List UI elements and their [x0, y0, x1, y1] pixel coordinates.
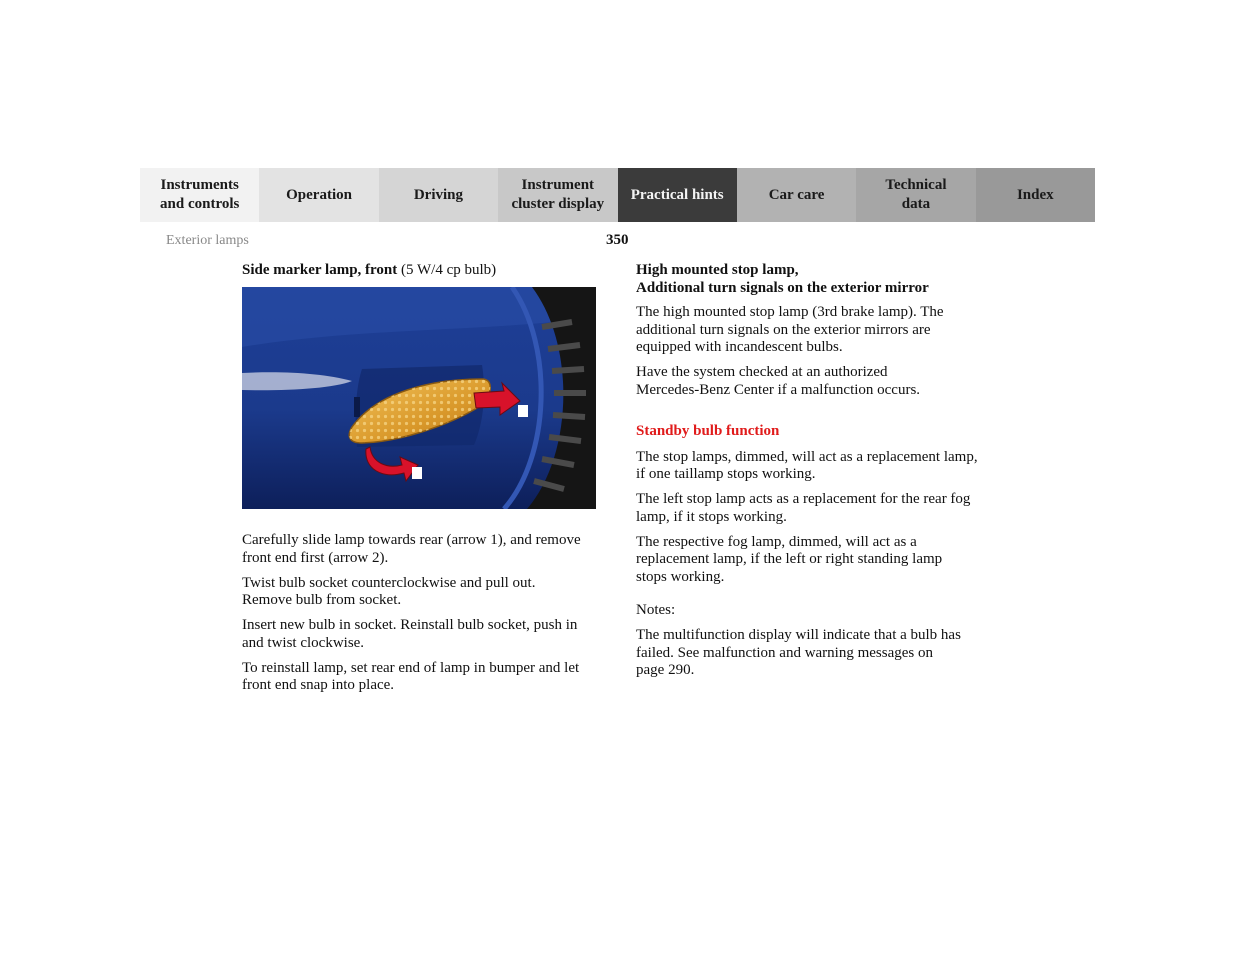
right-paragraph-1: The high mounted stop lamp (3rd brake lamp). The additional turn signals on the exterior mirrors are equipped with incandescent bulbs.: [636, 304, 944, 355]
tab-index[interactable]: [976, 168, 1095, 222]
notes-label: Notes:: [636, 602, 676, 618]
tab-instrument-cluster-display[interactable]: [498, 168, 617, 222]
side-marker-heading-spec: (5 W/4 cp bulb): [397, 262, 497, 278]
tab-label: Instruments and controls: [160, 177, 240, 212]
stop-lamp-heading-line1: High mounted stop lamp,: [636, 262, 799, 278]
tab-label: Technical data: [885, 177, 947, 212]
tab-label: Practical hints: [630, 186, 724, 203]
standby-paragraph-1: The stop lamps, dimmed, will act as a replacement lamp, if one taillamp stops working.: [636, 448, 978, 482]
tab-label: Instrument cluster display: [511, 177, 605, 212]
left-paragraph-4: To reinstall lamp, set rear end of lamp in bumper and let front end snap into place.: [242, 659, 580, 693]
stop-lamp-heading: [636, 262, 998, 297]
side-marker-heading: [242, 262, 604, 280]
page-number: 350: [606, 232, 629, 248]
stop-lamp-heading-line2: Additional turn signals on the exterior mirror: [636, 279, 929, 296]
section-title: Exterior lamps: [166, 233, 249, 248]
tab-practical-hints[interactable]: [618, 168, 737, 222]
tab-label: Operation: [286, 186, 352, 203]
chapter-navigation: [140, 168, 1095, 222]
side-marker-lamp-illustration: [242, 287, 596, 509]
tab-label: Index: [1016, 186, 1054, 203]
left-paragraph-1: Carefully slide lamp towards rear (arrow 1), and remove front end first (arrow 2).: [242, 532, 581, 566]
tab-instruments-and-controls[interactable]: [140, 168, 259, 222]
side-marker-heading-bold: Side marker lamp, front: [242, 262, 398, 278]
notes-paragraph: The multifunction display will indicate that a bulb has failed. See malfunction and warning messages on page 290.: [636, 627, 961, 678]
right-paragraph-2: Have the system checked at an authorized Mercedes-Benz Center if a malfunction occurs.: [636, 364, 921, 398]
tab-label: Car care: [768, 186, 825, 203]
left-column: [242, 262, 604, 702]
left-paragraph-3: Insert new bulb in socket. Reinstall bulb socket, push in and twist clockwise.: [242, 617, 578, 651]
tab-label: Driving: [413, 186, 464, 203]
right-column: [636, 262, 998, 687]
tab-operation[interactable]: [259, 168, 378, 222]
tab-car-care[interactable]: [737, 168, 856, 222]
standby-paragraph-2: The left stop lamp acts as a replacement for the rear fog lamp, if it stops working.: [636, 491, 971, 525]
left-paragraph-2: Twist bulb socket counterclockwise and pull out. Remove bulb from socket.: [242, 574, 536, 608]
standby-bulb-heading: Standby bulb function: [636, 423, 780, 439]
tab-driving[interactable]: [379, 168, 498, 222]
tab-technical-data[interactable]: [856, 168, 975, 222]
standby-paragraph-3: The respective fog lamp, dimmed, will act as a replacement lamp, if the left or right standing lamp stops working.: [636, 533, 943, 585]
